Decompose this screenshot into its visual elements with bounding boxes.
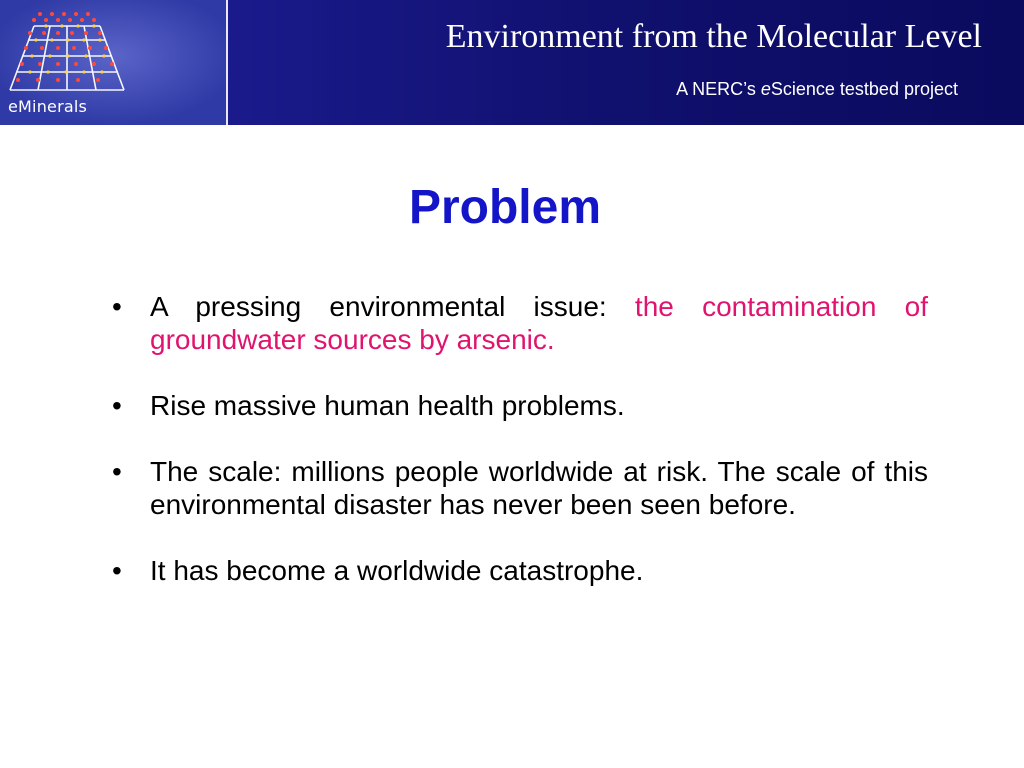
bullet-list xyxy=(108,290,928,620)
bullet-item xyxy=(108,290,928,356)
bullet-item xyxy=(108,389,928,422)
bullet-text: It has become a worldwide catastrophe. xyxy=(150,555,644,586)
bullet-item xyxy=(108,455,928,521)
bullet-marker: • xyxy=(112,456,122,487)
bullet-item xyxy=(108,554,928,587)
bullet-text: A pressing environmental issue: xyxy=(150,291,635,322)
bullet-text: The scale: millions people worldwide at risk. The scale of this environmental disaster has never been seen before. xyxy=(150,456,928,520)
presentation-title: Environment from the Molecular Level xyxy=(445,18,982,55)
logo-text: eMinerals xyxy=(8,97,88,116)
slide-heading: Problem xyxy=(408,181,602,234)
header-banner xyxy=(0,0,1024,125)
presentation-subtitle xyxy=(676,79,958,100)
subtitle-prefix: A NERC’s xyxy=(676,79,761,99)
eminerals-logo xyxy=(0,0,228,125)
bullet-marker: • xyxy=(112,291,122,322)
bullet-marker: • xyxy=(112,390,122,421)
subtitle-italic: e xyxy=(760,79,771,99)
bullet-text: Rise massive human health problems. xyxy=(150,390,625,421)
subtitle-suffix: Science testbed project xyxy=(770,79,958,99)
bullet-marker: • xyxy=(112,555,122,586)
bullet-highlight: the contamination of groundwater sources by arsenic. xyxy=(150,291,928,355)
